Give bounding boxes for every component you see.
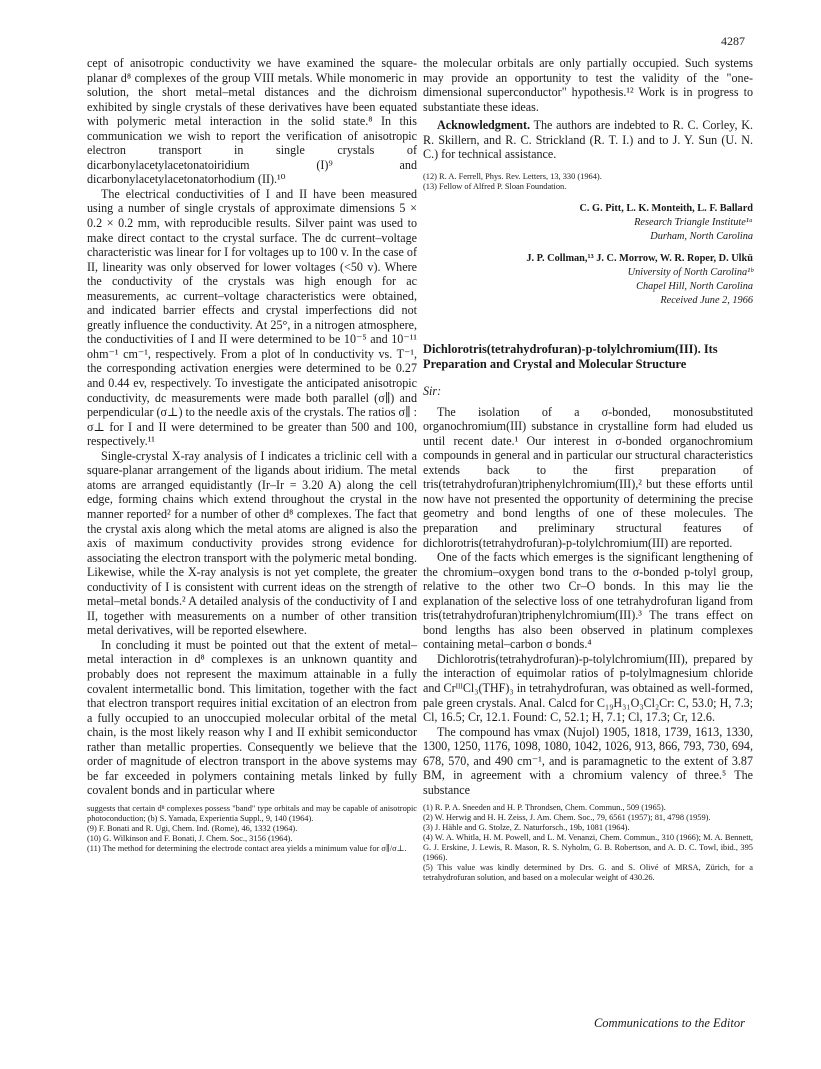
footnotes-top (423, 172, 753, 192)
footnote: suggests that certain d⁸ complexes possess "band" type orbitals and may be capable of anisotropic photoconduction; (b) S. Yamada, Experientia Suppl., 9, 140 (1964). (87, 803, 417, 823)
body-paragraph: One of the facts which emerges is the significant lengthening of the chromium–oxygen bond trans to the σ-bonded p-tolyl group, relative to the other two Cr–O bonds. In this may lie the explanation of the selective loss of one tetrahydrofuran ligand from tris(tetrahydrofuran)triphenylchromium(III).³ The trans effect on bond lengths has also been observed in platinum complexes containing metal–carbon σ bonds.⁴ (423, 550, 753, 652)
acknowledgment-text: The authors are indebted to R. C. Corley, K. R. Skillern, and R. C. Strickland (R. T. I.) and to J. Y. Sun (U. N. C.) for technical assistance. (423, 118, 753, 162)
footnote: (5) This value was kindly determined by Drs. G. and S. Olivé of MRSA, Zürich, for a tetrahydrofuran solution, and based on a molecular weight of 430.26. (423, 862, 753, 882)
footnote: (10) G. Wilkinson and F. Bonati, J. Chem. Soc., 3156 (1964). (87, 833, 293, 843)
footnotes-left (87, 804, 417, 854)
footnote: (4) W. A. Whitla, H. M. Powell, and L. M. Venanzi, Chem. Commun., 310 (1966); M. A. Bennett, G. J. Erskine, J. Lewis, R. Mason, R. S. Nyholm, G. B. Robertson, and A. D. C. Towl, ibid., 395 (1966). (423, 833, 753, 862)
authors: C. G. Pitt, L. K. Monteith, L. F. Ballard (579, 202, 753, 214)
affiliation: University of North Carolina¹ᵇ (627, 266, 753, 278)
right-column (423, 56, 753, 883)
footnote: (9) F. Bonati and R. Ugi, Chem. Ind. (Rome), 46, 1332 (1964). (87, 823, 298, 833)
authors: J. P. Collman,¹³ J. C. Morrow, W. R. Roper, D. Ulkü (526, 252, 753, 264)
acknowledgment (423, 118, 753, 162)
body-paragraph: The isolation of a σ-bonded, monosubstituted organochromium(III) substance in crystalline form had eluded us until recent date.¹ Our interest in σ-bonded organochromium compounds in general and in particular our structural characteristics extends back to the first preparation of tris(tetrahydrofuran)triphenylchromium(III),² but these efforts until now have not presented the opportunity of determining the precise geometry and bond lengths of one of these molecules. The preparation and preliminary structural features of dichlorotris(tetrahydrofuran)-p-tolylchromium(III) are reported. (423, 404, 753, 550)
author-block-1 (423, 202, 753, 244)
left-column (87, 56, 417, 853)
footnote: (2) W. Herwig and H. H. Zeiss, J. Am. Chem. Soc., 79, 6561 (1957); 81, 4798 (1959). (423, 813, 711, 823)
affiliation: Research Triangle Institute¹ᵃ (634, 216, 753, 228)
affiliation-location: Durham, North Carolina (650, 230, 753, 242)
footnote: (1) R. P. A. Sneeden and H. P. Throndsen, Chem. Commun., 509 (1965). (423, 803, 666, 813)
article-title: Dichlorotris(tetrahydrofuran)-p-tolylchromium(III). Its Preparation and Crystal and Molecular Structure (423, 341, 718, 371)
body-paragraph: cept of anisotropic conductivity we have examined the square-planar d⁸ complexes of the group VIII metals. While monomeric in solution, the short metal–metal distances and the dichroism exhibited by single crystals of these derivatives have been equated with polymeric metal interaction in the solid state.⁸ In this communication we wish to report the verification of anisotropic electron transport in single crystals of dicarbonylacetylacetonatoiridium (I)⁹ and dicarbonylacetylacetonatorhodium (II).¹⁰ (87, 56, 417, 187)
salutation: Sir: (423, 383, 442, 398)
body-paragraph: Single-crystal X-ray analysis of I indicates a triclinic cell with a square-planar arrangement of the ligands about iridium. The metal atoms are arranged equidistantly (Ir–Ir = 3.20 A) along the cell edge, forming chains which extend throughout the crystal in the manner reported² for a number of other d⁸ complexes. The fact that the crystal axis along which the metal atoms are aligned is also the axis of maximum conductivity provides strong evidence for associating the electron transport with the polymeric metal bonding. Likewise, while the X-ray analysis is not yet complete, the greater conductivity of I is consistent with current ideas on the strength of metal–metal bonds.² A detailed analysis of the conductivity of I and II, together with measurements on a number of other transition metal derivatives, will be reported elsewhere. (87, 448, 417, 638)
footnote: (11) The method for determining the electrode contact area yields a minimum value for σ∥/σ⊥. (87, 843, 407, 853)
footnote: (13) Fellow of Alfred P. Sloan Foundation. (423, 181, 567, 191)
footnote: (12) R. A. Ferrell, Phys. Rev. Letters, 13, 330 (1964). (423, 171, 602, 181)
received-date: Received June 2, 1966 (660, 294, 753, 306)
body-paragraph: Dichlorotris(tetrahydrofuran)-p-tolylchromium(III), prepared by the interaction of equimolar ratios of p-tolylmagnesium chloride and CrᴵᴵᴵCl₃(THF)₃ in tetrahydrofuran, was obtained as well-formed, pale green crystals. Anal. Calcd for C₁₉H₃₁O₃Cl₂Cr: C, 53.0; H, 7.3; Cl, 16.5; Cr, 12.1. Found: C, 52.1; H, 7.1; Cl, 17.3; Cr, 12.6. (423, 651, 753, 725)
body-paragraph: The compound has νmax (Nujol) 1905, 1818, 1739, 1613, 1330, 1300, 1250, 1176, 1098, 1080, 1042, 1026, 913, 866, 793, 730, 694, 678, 570, and 490 cm⁻¹, and is paramagnetic to the extent of 3.87 BM, in agreement with a chromium valency of three.⁵ The substance (423, 724, 753, 797)
page-number: 4287 (721, 34, 745, 48)
affiliation-location: Chapel Hill, North Carolina (636, 280, 753, 292)
journal-section-footer: Communications to the Editor (593, 1016, 745, 1030)
body-paragraph: the molecular orbitals are only partially occupied. Such systems may provide an opportunity to test the validity of the "one-dimensional superconductor" hypothesis.¹² Work is in progress to substantiate these ideas. (423, 56, 753, 114)
acknowledgment-heading: Acknowledgment. (437, 118, 531, 133)
author-block-2 (423, 252, 753, 308)
body-paragraph: In concluding it must be pointed out that the extent of metal–metal interaction in d⁸ complexes is an unknown quantity and probably does not represent the maximum attainable in a fully covalent intermetallic bond. This limitation, together with the fact that electron transport requires initial excitation of an electron from a fully occupied to an unoccupied molecular orbital of the metal chain, is the most likely reason why I and II exhibit semiconductor rather than metallic properties. Consequently we believe that the order of magnitude of electron transport in the above systems may be far exceeded in polymers containing metals linked by fully covalent bonds and in particular where (87, 637, 417, 798)
footnote: (3) J. Hähle and G. Stolze, Z. Naturforsch., 19b, 1081 (1964). (423, 823, 630, 833)
footnotes-right (423, 803, 753, 882)
body-paragraph: The electrical conductivities of I and II have been measured using a number of single crystals of approximate dimensions 5 × 0.2 × 0.2 mm, with reproducible results. Silver paint was used to make direct contact to the crystal surface. The dc current–voltage characteristic was linear for I for voltages up to 100 v. In the case of II, linearity was only observed for lower voltages (<50 v). Where the conductivity of the crystals was high enough for ac measurements, ac current–voltage characteristics were obtained, and indicated barrier effects and crystal imperfections did not greatly influence the conductivity. At 25°, in a nitrogen atmosphere, the conductivities of I and II were determined to be 10⁻⁵ and 10⁻¹¹ ohm⁻¹ cm⁻¹, respectively. From a plot of ln conductivity vs. T⁻¹, the corresponding activation energies were determined to be 0.27 and 0.44 ev, respectively. To investigate the anticipated anisotropic conductivity, dc measurements were made both parallel (σ∥) and perpendicular (σ⊥) to the needle axis of the crystals. The ratios σ∥ : σ⊥ for I and II were determined to be greater than 500 and 100, respectively.¹¹ (87, 186, 417, 449)
